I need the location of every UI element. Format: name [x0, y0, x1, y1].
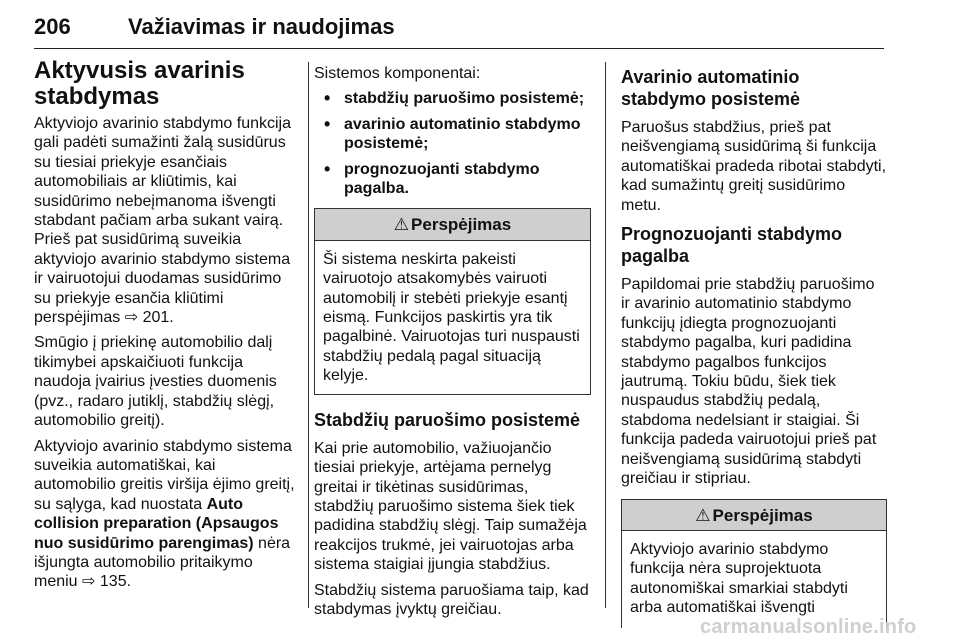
- paragraph: Smūgio į priekinę automobilio dalį tikimybei apskaičiuoti funkcija naudoja įvairius įvesties duomenis (pvz., radaro jutiklį, stabdžių slėgį, automobilio greitį).: [34, 334, 277, 430]
- paragraph: Paruošus stabdžius, prieš pat neišvengiamą susidūrimą ši funkcija automatiškai pradeda ribotai stabdyti, kad sumažintų greitį susidūrimo metu.: [621, 119, 887, 214]
- watermark-text: carmanualsonline.info: [700, 616, 917, 638]
- warning-header: [622, 500, 886, 531]
- warning-triangle-icon: ⚠: [695, 505, 711, 525]
- paragraph: Stabdžių sistema paruošiama taip, kad stabdymas įvyktų greičiau.: [314, 581, 589, 618]
- list-item: • stabdžių paruošimo posistemė;: [314, 89, 591, 108]
- paragraph-text: Aktyviojo avarinio stabdymo funkcija gali padėti sumažinti žalą susidūrus su tiesiai priekyje esančiais automobiliais ar kliūtimis, kai susidūrimo nebeįmanoma išvengti stabdant pačiam arba sukant vairą. Prieš pat susidūrimą suveikia aktyviojo avarinio stabdymo sistema ir vairuotojui duodamas susidūrimo su priekyje esančia kliūtimi perspėjimas: [34, 115, 292, 327]
- paragraph-text: nėra išjungta automobilio pritaikymo meniu: [34, 534, 291, 591]
- column-divider-2: [605, 62, 606, 608]
- warning-text: Aktyviojo avarinio stabdymo funkcija nėra suprojektuota autonomiškai smarkiai stabdyti arba automatiškai išvengti: [630, 540, 848, 617]
- warning-header: [315, 209, 590, 240]
- warning-box: [621, 499, 887, 628]
- warning-title: Perspėjimas: [411, 215, 512, 235]
- page-number: 206: [34, 14, 71, 39]
- warning-box: [314, 208, 591, 394]
- page-ref-arrow-icon: ⇨: [124, 309, 139, 327]
- page-ref[interactable]: 201.: [142, 309, 174, 327]
- section-heading-prognozuojanti: Prognozuojanti stabdymo pagalba: [621, 224, 843, 267]
- warning-triangle-icon: ⚠: [393, 215, 410, 235]
- page-ref-arrow-icon: ⇨: [82, 573, 96, 591]
- warning-title: Perspėjimas: [712, 505, 813, 525]
- page-ref[interactable]: 135.: [99, 573, 132, 591]
- column-2: [314, 64, 591, 625]
- list-item: • prognozuojanti stabdymo pagalba.: [314, 160, 591, 199]
- paragraph: Papildomai prie stabdžių paruošimo ir avarinio automatinio stabdymo funkcijų įdiegta prognozuojanti stabdymo pagalba, kuri padidina stabdymo pagalbos funkcijos jautrumą. Tokiu būdu, šiek tiek nuspaudus stabdžių pedalą, stabdoma nedelsiant ir staigiai. Ši funkcija padeda vairuotojui prieš pat neišvengiamą susidūrimą stabdyti greičiau ir stipriau.: [621, 276, 877, 488]
- paragraph: Kai prie automobilio, važiuojančio tiesiai priekyje, artėjama pernelyg greitai ir tikėtinas susidūrimas, stabdžių paruošimo sistema šiek tiek padidina stabdžių slėgį. Taip sumažėja reakcijos trukmė, jei vairuotojas arba sistema staigiai įjungia stabdžius.: [314, 439, 587, 574]
- section-heading-avarinio: Avarinio automatinio stabdymo posistemė: [621, 67, 801, 109]
- setting-name: Auto collision preparation (Apsaugos nuo susidūrimo parengimas): [34, 495, 279, 552]
- list-item: • avarinio automatinio stabdymo posistemė;: [314, 115, 591, 154]
- section-heading-aktyvusis: Aktyvusis avarinis stabdymas: [34, 57, 245, 110]
- paragraph: [34, 437, 300, 592]
- paragraph: Sistemos komponentai:: [314, 65, 481, 82]
- paragraph-text: Aktyviojo avarinio stabdymo sistema suveikia automatiškai, kai automobilio greitis viršija ėjimo greitį, su sąlyga, kad nuostata: [34, 437, 295, 513]
- component-list: [314, 89, 591, 198]
- column-1: [34, 58, 300, 598]
- section-heading-stabdziu: Stabdžių paruošimo posistemė: [314, 409, 581, 430]
- warning-text: Ši sistema neskirta pakeisti vairuotojo atsakomybės vairuoti automobilį ir stebėti priekyje esantį eismą. Funkcijos paskirtis yra tik pagalbinė. Vairuotojas turi nuspausti stabdžių pedalą pagal situaciją kelyje.: [323, 250, 580, 385]
- header-rule: [34, 48, 884, 49]
- page-header-title: Važiavimas ir naudojimas: [128, 14, 395, 39]
- column-divider-1: [308, 62, 309, 608]
- paragraph: [34, 114, 300, 327]
- column-3: [621, 66, 887, 628]
